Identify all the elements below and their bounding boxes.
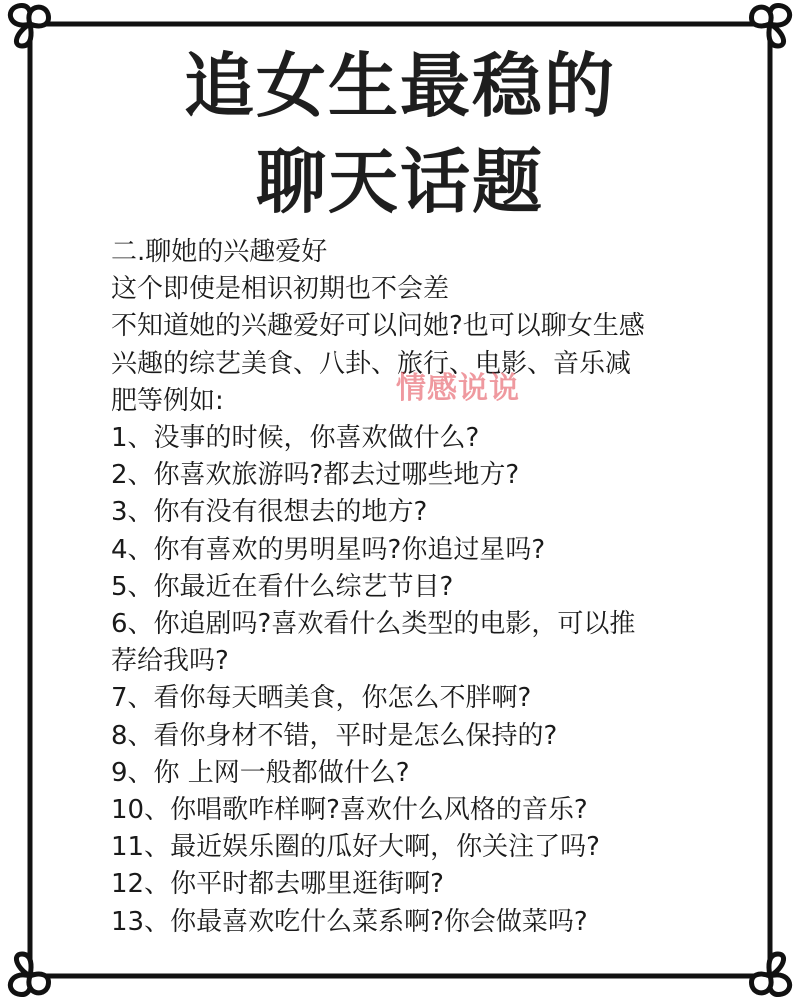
list-item-continuation: 荐给我吗? <box>111 646 229 677</box>
paragraph-line: 这个即使是相识初期也不会差 <box>111 274 450 305</box>
list-item: 12、你平时都去哪里逛街啊? <box>111 869 444 900</box>
list-item: 2、你喜欢旅游吗?都去过哪些地方? <box>111 460 520 491</box>
corner-ribbon-top-left-icon <box>10 5 48 46</box>
paragraph-line: 肥等例如: <box>111 385 224 416</box>
list-item: 1、没事的时候，你喜欢做什么? <box>111 423 480 454</box>
page-title-line-1: 追女生最稳的 <box>184 45 616 127</box>
paragraph-line: 不知道她的兴趣爱好可以问她?也可以聊女生感 <box>111 311 645 342</box>
watermark-text: 情感说说 <box>396 371 520 406</box>
corner-ribbon-bottom-right-icon <box>751 954 789 995</box>
paragraph-line: 兴趣的综艺美食、八卦、旅行、电影、音乐减 <box>111 348 632 379</box>
corner-ribbon-top-right-icon <box>751 5 789 46</box>
list-item: 4、你有喜欢的男明星吗?你追过星吗? <box>111 534 546 565</box>
list-item: 11、最近娱乐圈的瓜好大啊，你关注了吗? <box>111 832 600 863</box>
list-item: 9、你 上网一般都做什么? <box>111 757 410 788</box>
list-item: 6、你追剧吗?喜欢看什么类型的电影，可以推 <box>111 609 636 640</box>
list-item: 5、你最近在看什么综艺节目? <box>111 571 454 602</box>
list-item: 8、看你身材不错，平时是怎么保持的? <box>111 720 558 751</box>
list-item: 10、你唱歌咋样啊?喜欢什么风格的音乐? <box>111 795 588 826</box>
page-title-line-2: 聊天话题 <box>256 141 544 223</box>
list-item: 7、看你每天晒美食，你怎么不胖啊? <box>111 683 532 714</box>
article-body <box>111 234 711 941</box>
list-item: 3、你有没有很想去的地方? <box>111 497 428 528</box>
list-item: 13、你最喜欢吃什么菜系啊?你会做菜吗? <box>111 906 588 937</box>
corner-ribbon-bottom-left-icon <box>10 954 48 995</box>
section-heading: 二.聊她的兴趣爱好 <box>111 237 328 267</box>
